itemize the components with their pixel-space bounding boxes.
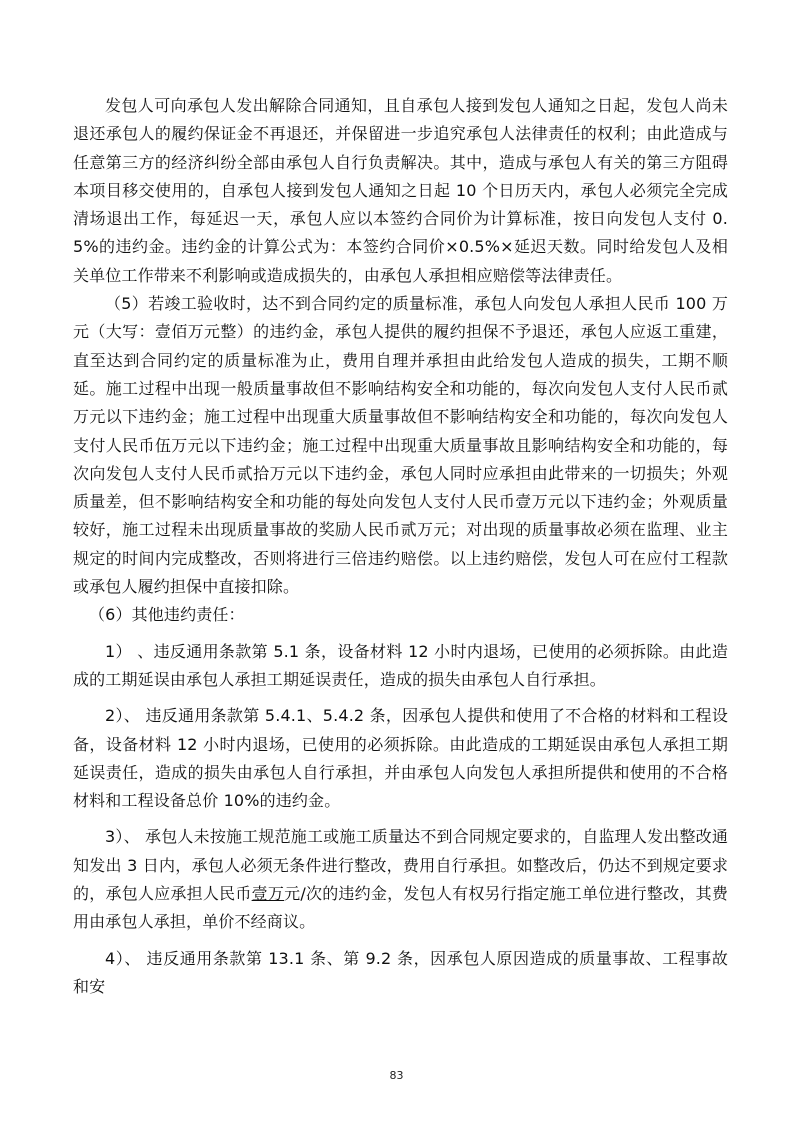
paragraph-spacing bbox=[73, 630, 728, 638]
list-item-clause-1: 1） 、违反通用条款第 5.1 条，设备材料 12 小时内退场，已使用的必须拆除。由此造成的工期延误由承包人承担工期延误责任，造成的损失由承包人自行承担。 bbox=[73, 641, 728, 689]
paragraph-other-liabilities-heading: （6）其他违约责任： bbox=[89, 605, 245, 625]
list-item-clause-3 bbox=[73, 823, 728, 936]
clause-3-text-before: 3）、 承包人未按施工规范施工或施工质量达不到合同规定要求的，自监理人发出整改通知发出 3 日内，承包人必须无条件进行整改，费用自行承担。如整改后，仍达不到规定要求的，承包人应承担人民币 bbox=[73, 827, 728, 904]
clause-3-text-after: 元/次的违约金，发包人有权另行指定施工单位进行整改，其费用由承包人承担，单价不经商议。 bbox=[73, 884, 729, 932]
clause-3-underlined-amount: 壹万 bbox=[251, 884, 285, 904]
paragraph-termination-notice: 发包人可向承包人发出解除合同通知，且自承包人接到发包人通知之日起，发包人尚未退还承包人的履约保证金不再退还，并保留进一步追究承包人法律责任的权利；由此造成与任意第三方的经济纠纷全部由承包人自行负责解决。其中，造成与承包人有关的第三方阻碍本项目移交使用的，自承包人接到发包人通知之日起 10 个日历天内，承包人必须完全完成清场退出工作，每延迟一天，承包人应以本签约合同价为计算标准，按日向发包人支付 0.5%的违约金。违约金的计算公式为：本签约合同价×0.5%×延迟天数。同时给发包人及相关单位工作带来不利影响或造成损失的，由承包人承担相应赔偿等法律责任。 bbox=[73, 96, 728, 285]
list-item-clause-2: 2）、 违反通用条款第 5.4.1、5.4.2 条，因承包人提供和使用了不合格的材料和工程设备，设备材料 12 小时内退场，已使用的必须拆除。由此造成的工期延误由承包人承担工期延误责任，造成的损失由承包人自行承担，并由承包人向发包人承担所提供和使用的不合格材料和工程设备总价 10%的违约金。 bbox=[73, 706, 728, 811]
page-number: 83 bbox=[389, 1069, 404, 1082]
list-item-clause-4: 4）、 违反通用条款第 13.1 条、第 9.2 条，因承包人原因造成的质量事故、工程事故和安 bbox=[73, 948, 728, 996]
document-body bbox=[73, 92, 728, 1001]
paragraph-spacing bbox=[73, 694, 728, 702]
paragraph-quality-penalties: （5）若竣工验收时，达不到合同约定的质量标准，承包人向发包人承担人民币 100 万元（大写：壹佰万元整）的违约金，承包人提供的履约担保不予退还，承包人应返工重建，直至达到合同约定的质量标准为止，费用自理并承担由此给发包人造成的损失，工期不顺延。施工过程中出现一般质量事故但不影响结构安全和功能的，每次向发包人支付人民币贰万元以下违约金；施工过程中出现重大质量事故但不影响结构安全和功能的，每次向发包人支付人民币伍万元以下违约金；施工过程中出现重大质量事故且影响结构安全和功能的，每次向发包人支付人民币贰拾万元以下违约金，承包人同时应承担由此带来的一切损失；外观质量差，但不影响结构安全和功能的每处向发包人支付人民币壹万元以下违约金；外观质量较好，施工过程未出现质量事故的奖励人民币贰万元；对出现的质量事故必须在监理、业主规定的时间内完成整改，否则将进行三倍违约赔偿。以上违约赔偿，发包人可在应付工程款或承包人履约担保中直接扣除。 bbox=[73, 294, 728, 597]
paragraph-spacing bbox=[73, 937, 728, 945]
paragraph-spacing bbox=[73, 815, 728, 823]
